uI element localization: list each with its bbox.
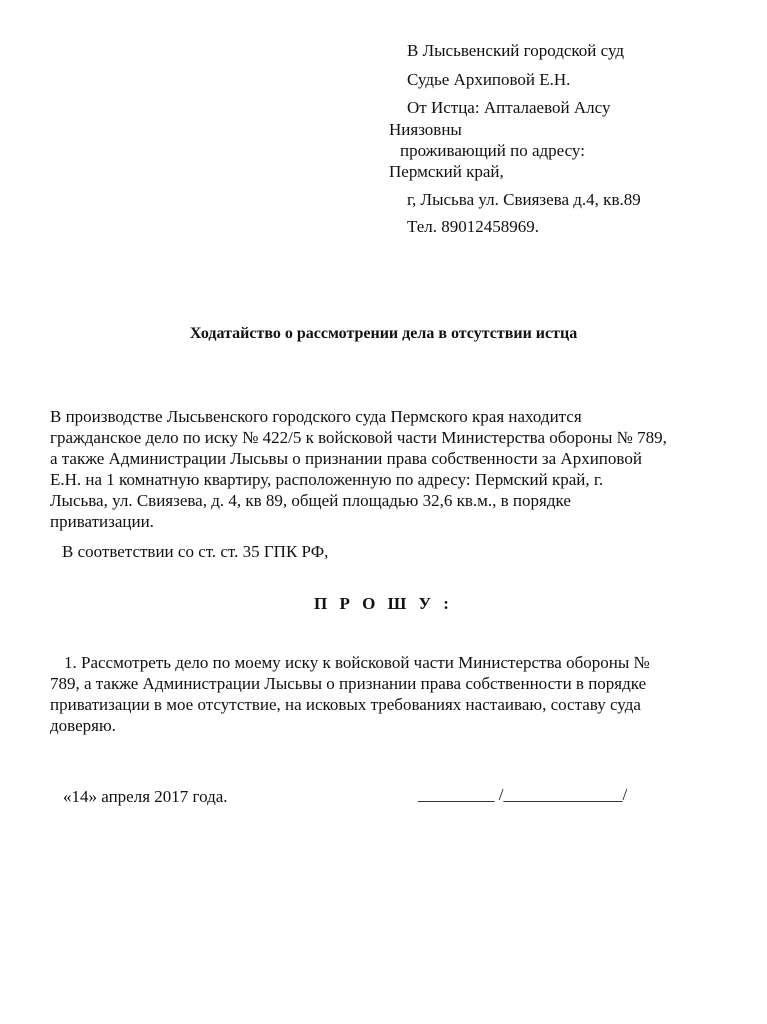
request-item [50, 652, 710, 736]
residing-label: проживающий по адресу: [400, 141, 585, 160]
request-line: 1. Рассмотреть дело по моему иску к войсковой части Министерства обороны № [64, 653, 650, 672]
plaintiff-patronymic: Ниязовны [389, 120, 462, 139]
paragraph-line: а также Администрации Лысьвы о признании права собственности за Архиповой [50, 449, 642, 468]
addressee-court: В Лысьвенский городской суд [407, 41, 625, 60]
signature-line: _________ /______________/ [418, 785, 628, 804]
request-heading: П Р О Ш У : [314, 594, 453, 613]
main-paragraph [50, 406, 708, 532]
addressee-judge: Судье Архиповой Е.Н. [407, 70, 571, 89]
paragraph-line: Е.Н. на 1 комнатную квартиру, расположенную по адресу: Пермский край, г. [50, 470, 604, 489]
signature-date: «14» апреля 2017 года. [63, 787, 228, 806]
plaintiff-name: От Истца: Апталаевой Алсу [407, 98, 611, 117]
request-line: приватизации в мое отсутствие, на исковых требованиях настаиваю, составу суда [50, 695, 641, 714]
document-title: Ходатайство о рассмотрении дела в отсутствии истца [189, 325, 578, 342]
request-line: 789, а также Администрации Лысьвы о признании права собственности в порядке [50, 674, 647, 693]
request-line: доверяю. [50, 716, 116, 735]
address-region: Пермский край, [389, 162, 504, 181]
paragraph-line: гражданское дело по иску № 422/5 к войсковой части Министерства обороны № 789, [50, 428, 667, 447]
plaintiff-phone: Тел. 89012458969. [407, 217, 540, 236]
legal-basis: В соответствии со ст. ст. 35 ГПК РФ, [62, 542, 329, 561]
paragraph-line: В производстве Лысьвенского городского суда Пермского края находится [50, 407, 582, 426]
paragraph-line: приватизации. [50, 512, 154, 531]
address-street: г, Лысьва ул. Свиязева д.4, кв.89 [407, 190, 641, 209]
paragraph-line: Лысьва, ул. Свиязева, д. 4, кв 89, общей площадью 32,6 кв.м., в порядке [50, 491, 571, 510]
